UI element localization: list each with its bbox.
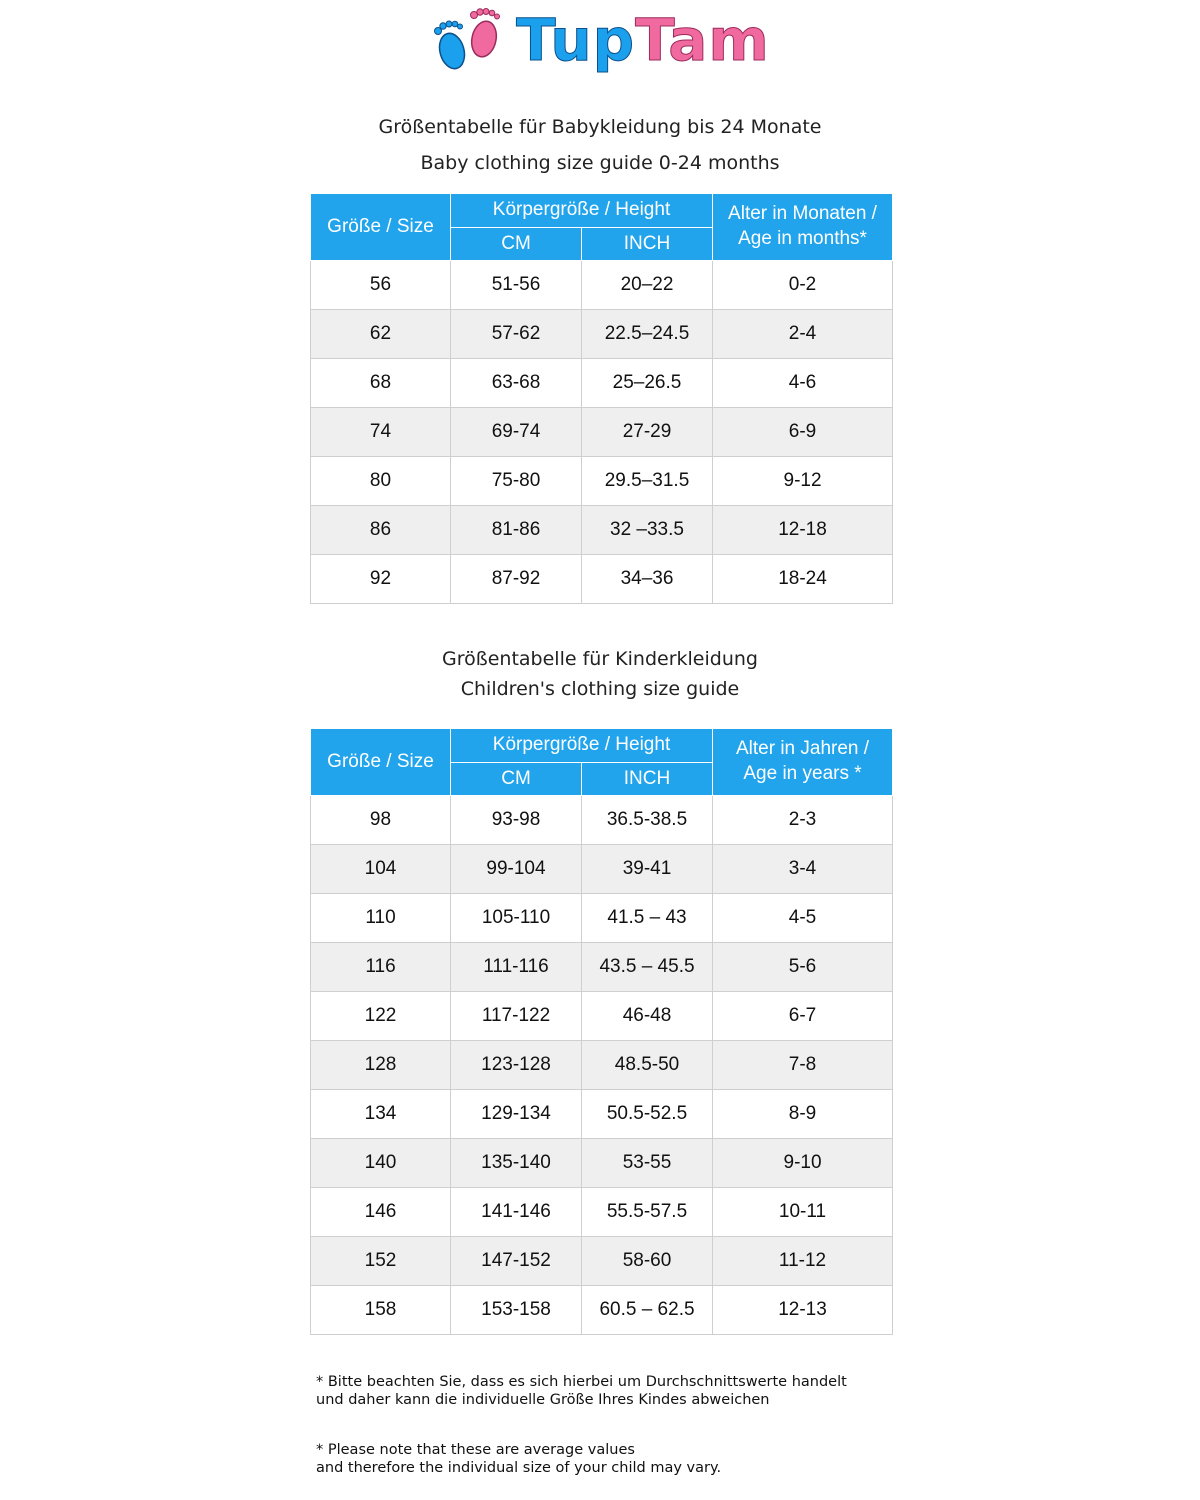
brand-part2: Tam <box>635 6 770 74</box>
cell-age: 6-9 <box>713 408 893 457</box>
table-row <box>311 457 893 506</box>
table-row <box>311 1188 893 1237</box>
cell-size: 158 <box>311 1286 451 1335</box>
cell-cm: 93-98 <box>451 796 582 845</box>
table-row <box>311 796 893 845</box>
cell-size: 110 <box>311 894 451 943</box>
cell-size: 92 <box>311 555 451 604</box>
cell-cm: 123-128 <box>451 1041 582 1090</box>
note-en-line2: and therefore the individual size of your child may vary. <box>316 1460 722 1476</box>
header-height: Körpergröße / Height <box>451 729 713 763</box>
cell-inch: 36.5-38.5 <box>582 796 713 845</box>
cell-inch: 41.5 – 43 <box>582 894 713 943</box>
cell-size: 134 <box>311 1090 451 1139</box>
cell-age: 3-4 <box>713 845 893 894</box>
cell-cm: 75-80 <box>451 457 582 506</box>
cell-age: 18-24 <box>713 555 893 604</box>
note-de-line1: * Bitte beachten Sie, dass es sich hierbei um Durchschnittswerte handelt <box>316 1374 847 1390</box>
cell-cm: 51-56 <box>451 261 582 310</box>
table-row <box>311 359 893 408</box>
table-row <box>311 894 893 943</box>
table-row <box>311 261 893 310</box>
cell-size: 146 <box>311 1188 451 1237</box>
baby-size-table <box>310 193 893 604</box>
cell-age: 7-8 <box>713 1041 893 1090</box>
cell-cm: 111-116 <box>451 943 582 992</box>
cell-size: 152 <box>311 1237 451 1286</box>
cell-age: 10-11 <box>713 1188 893 1237</box>
header-cm: CM <box>451 228 582 261</box>
note-de <box>316 1373 916 1409</box>
header-age-line1: Alter in Jahren / <box>735 738 870 760</box>
cell-inch: 29.5–31.5 <box>582 457 713 506</box>
cell-size: 68 <box>311 359 451 408</box>
cell-cm: 81-86 <box>451 506 582 555</box>
header-age-line2: Age in years * <box>743 763 862 784</box>
cell-cm: 135-140 <box>451 1139 582 1188</box>
kids-title-de: Größentabelle für Kinderkleidung <box>442 648 758 670</box>
header-age-line1: Alter in Monaten / <box>728 203 877 225</box>
cell-inch: 43.5 – 45.5 <box>582 943 713 992</box>
table-row <box>311 408 893 457</box>
brand-wordmark <box>516 6 770 74</box>
table-row <box>311 555 893 604</box>
table-row <box>311 506 893 555</box>
brand-part1: Tup <box>516 6 636 74</box>
cell-size: 80 <box>311 457 451 506</box>
header-cm: CM <box>451 763 582 796</box>
table-row <box>311 310 893 359</box>
cell-inch: 34–36 <box>582 555 713 604</box>
cell-size: 140 <box>311 1139 451 1188</box>
cell-size: 122 <box>311 992 451 1041</box>
cell-inch: 50.5-52.5 <box>582 1090 713 1139</box>
cell-age: 0-2 <box>713 261 893 310</box>
cell-size: 56 <box>311 261 451 310</box>
cell-age: 2-3 <box>713 796 893 845</box>
cell-age: 12-18 <box>713 506 893 555</box>
cell-cm: 99-104 <box>451 845 582 894</box>
cell-size: 128 <box>311 1041 451 1090</box>
header-size: Größe / Size <box>311 729 451 796</box>
cell-size: 104 <box>311 845 451 894</box>
cell-cm: 63-68 <box>451 359 582 408</box>
baby-title-en: Baby clothing size guide 0-24 months <box>420 152 780 174</box>
cell-age: 6-7 <box>713 992 893 1041</box>
cell-inch: 22.5–24.5 <box>582 310 713 359</box>
cell-size: 74 <box>311 408 451 457</box>
cell-inch: 39-41 <box>582 845 713 894</box>
note-en-line1: * Please note that these are average values <box>316 1442 635 1458</box>
cell-inch: 53-55 <box>582 1139 713 1188</box>
cell-inch: 60.5 – 62.5 <box>582 1286 713 1335</box>
cell-cm: 147-152 <box>451 1237 582 1286</box>
cell-age: 9-12 <box>713 457 893 506</box>
cell-cm: 105-110 <box>451 894 582 943</box>
cell-inch: 55.5-57.5 <box>582 1188 713 1237</box>
kids-title-en: Children's clothing size guide <box>460 678 740 700</box>
cell-cm: 129-134 <box>451 1090 582 1139</box>
cell-inch: 46-48 <box>582 992 713 1041</box>
cell-inch: 48.5-50 <box>582 1041 713 1090</box>
cell-age: 9-10 <box>713 1139 893 1188</box>
kids-size-table <box>310 728 893 1335</box>
table-row <box>311 1139 893 1188</box>
brand-logo <box>0 4 1200 76</box>
table-row <box>311 943 893 992</box>
cell-size: 98 <box>311 796 451 845</box>
cell-inch: 27-29 <box>582 408 713 457</box>
table-row <box>311 1237 893 1286</box>
cell-age: 11-12 <box>713 1237 893 1286</box>
cell-age: 2-4 <box>713 310 893 359</box>
cell-age: 12-13 <box>713 1286 893 1335</box>
cell-size: 62 <box>311 310 451 359</box>
cell-age: 5-6 <box>713 943 893 992</box>
cell-size: 86 <box>311 506 451 555</box>
cell-cm: 87-92 <box>451 555 582 604</box>
cell-age: 8-9 <box>713 1090 893 1139</box>
header-height: Körpergröße / Height <box>451 194 713 228</box>
cell-cm: 141-146 <box>451 1188 582 1237</box>
cell-inch: 25–26.5 <box>582 359 713 408</box>
header-age <box>713 729 893 796</box>
cell-inch: 20–22 <box>582 261 713 310</box>
note-de-line2: und daher kann die individuelle Größe Ihres Kindes abweichen <box>316 1392 770 1408</box>
cell-cm: 153-158 <box>451 1286 582 1335</box>
cell-cm: 69-74 <box>451 408 582 457</box>
table-row <box>311 845 893 894</box>
cell-inch: 32 –33.5 <box>582 506 713 555</box>
table-row <box>311 1286 893 1335</box>
header-age-line2: Age in months* <box>738 228 867 249</box>
cell-age: 4-6 <box>713 359 893 408</box>
table-row <box>311 992 893 1041</box>
header-size: Größe / Size <box>311 194 451 261</box>
baby-feet-icon <box>430 7 508 73</box>
cell-age: 4-5 <box>713 894 893 943</box>
header-inch: INCH <box>582 763 713 796</box>
cell-size: 116 <box>311 943 451 992</box>
header-age <box>713 194 893 261</box>
baby-title-de: Größentabelle für Babykleidung bis 24 Monate <box>378 116 822 138</box>
cell-cm: 117-122 <box>451 992 582 1041</box>
cell-inch: 58-60 <box>582 1237 713 1286</box>
cell-cm: 57-62 <box>451 310 582 359</box>
header-inch: INCH <box>582 228 713 261</box>
note-en <box>316 1441 916 1477</box>
table-row <box>311 1090 893 1139</box>
table-row <box>311 1041 893 1090</box>
